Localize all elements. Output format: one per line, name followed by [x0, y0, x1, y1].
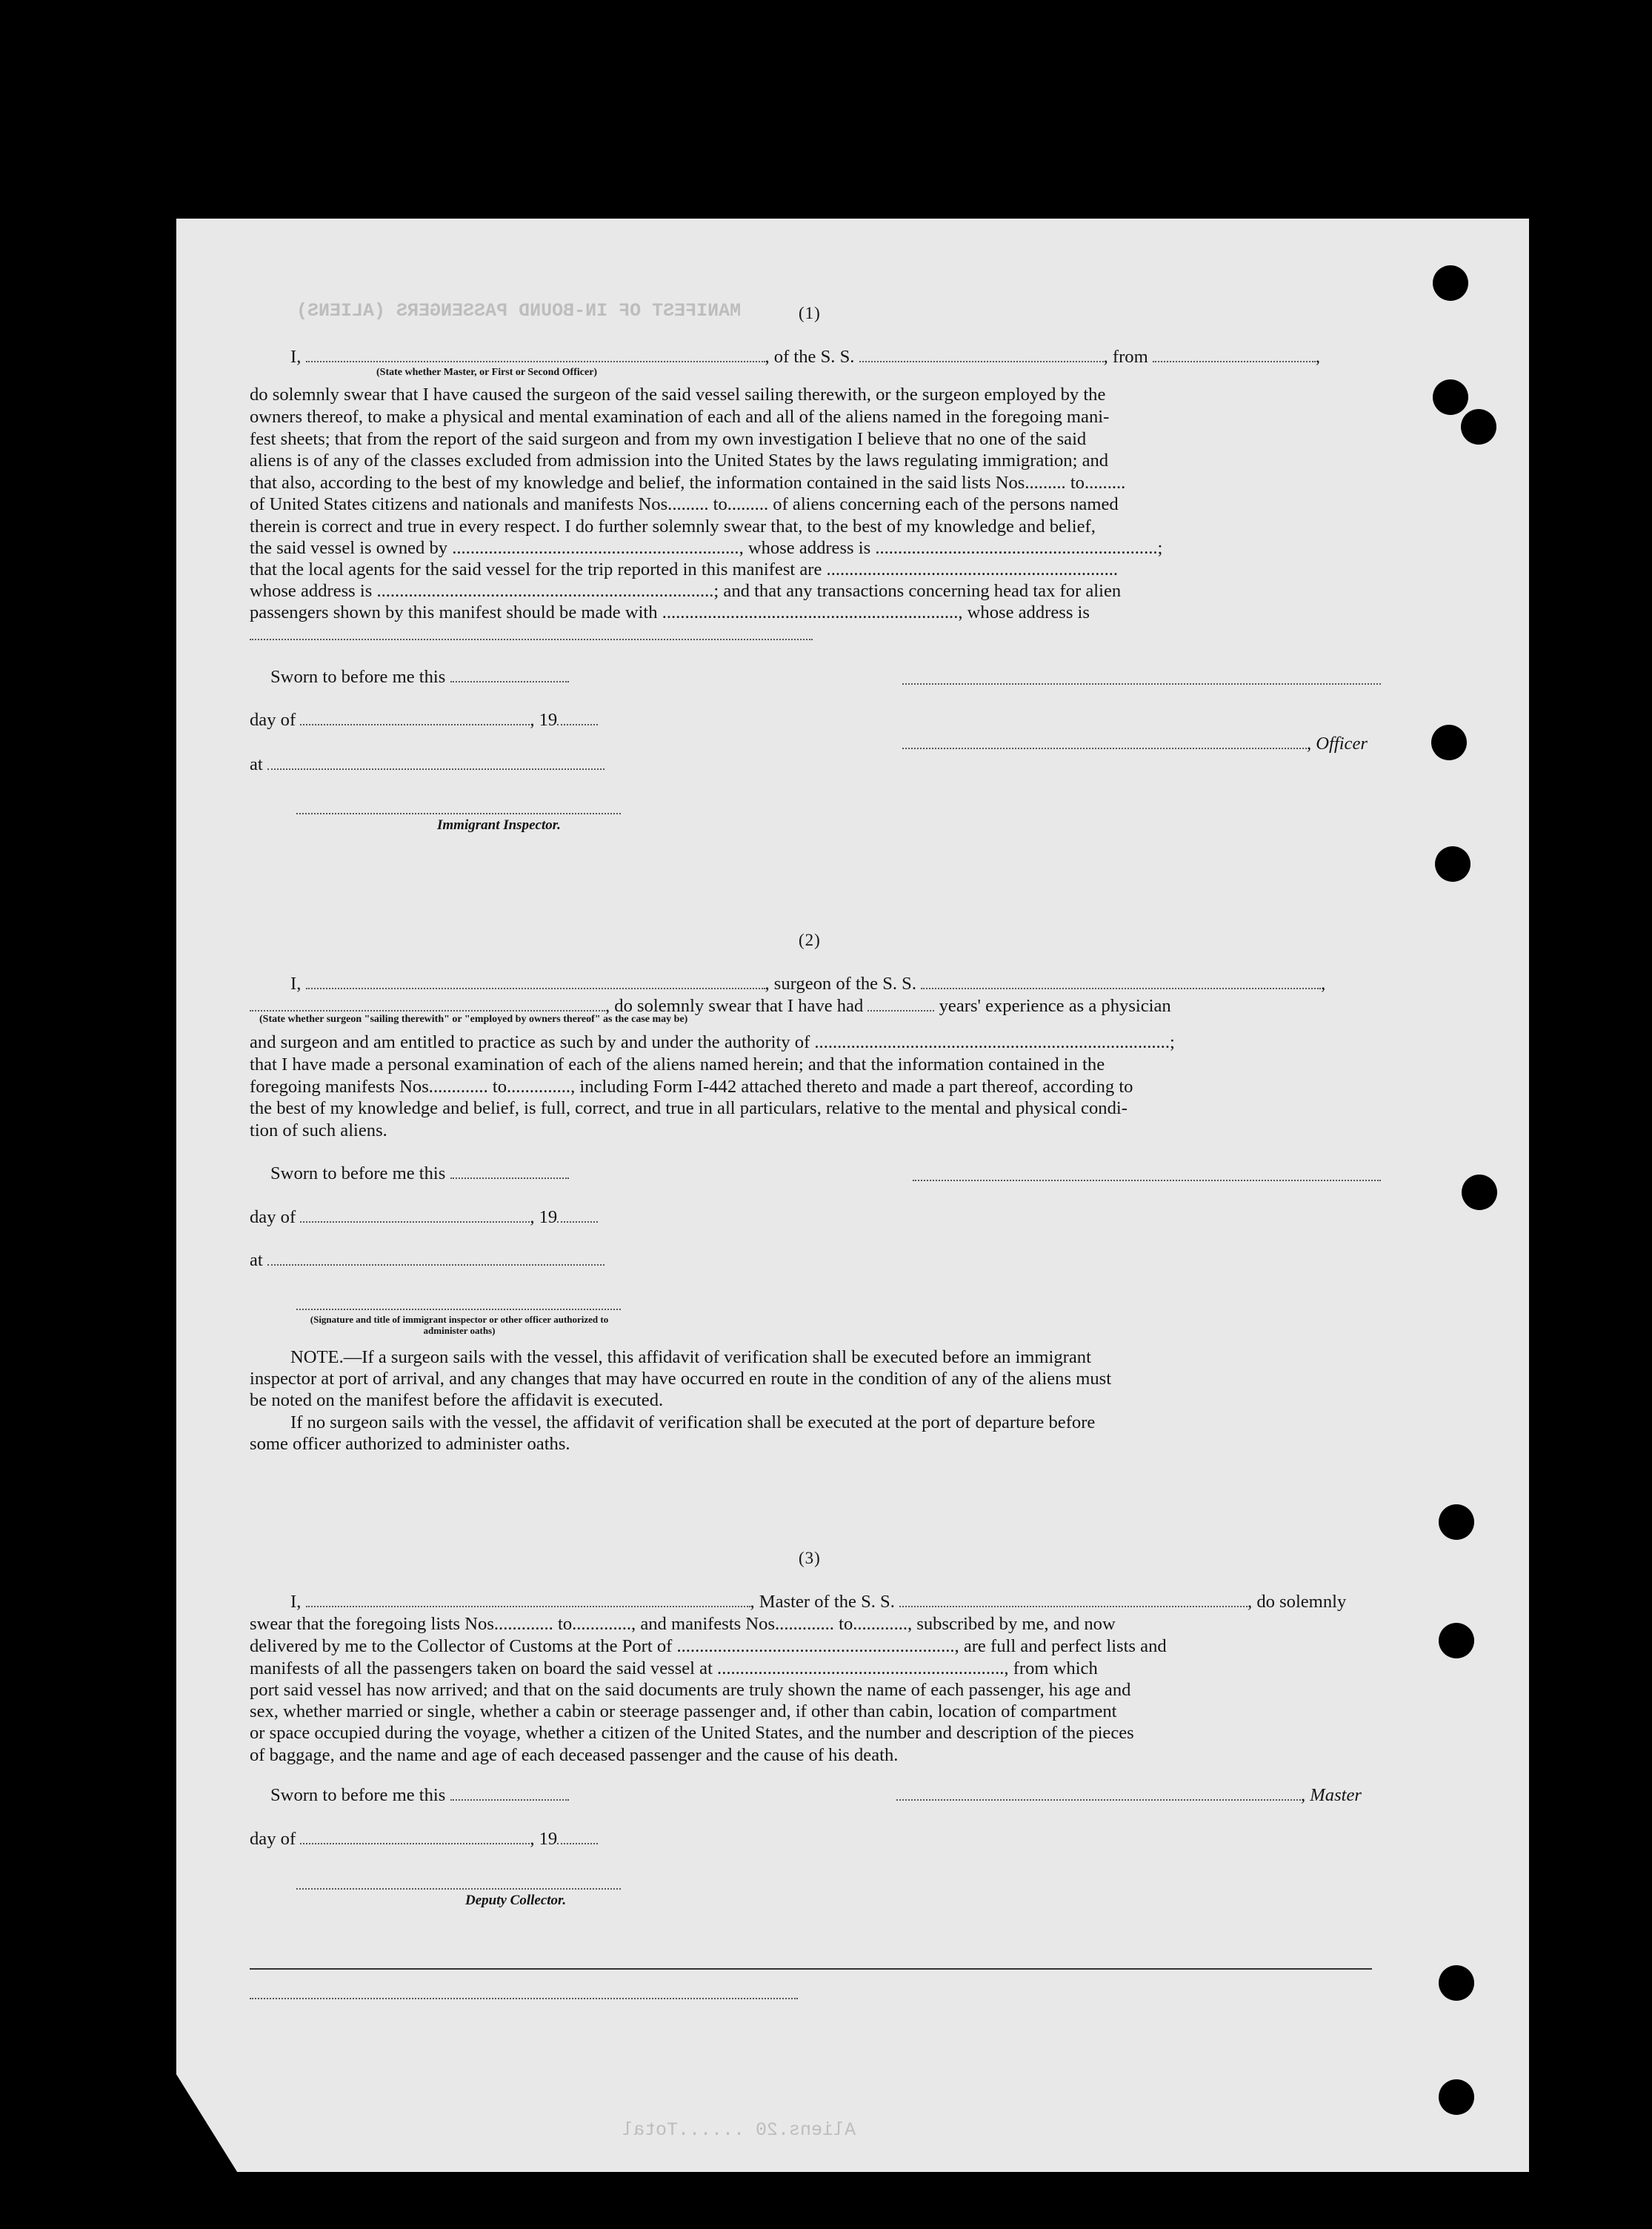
- punch-hole: [1439, 1965, 1474, 2001]
- punch-hole: [1439, 1504, 1474, 1540]
- section-1-rank-note: (State whether Master, or First or Second Officer): [376, 367, 598, 378]
- section-2-day-of: day of , 19: [250, 1206, 598, 1228]
- bottom-rule: [250, 1968, 1372, 1970]
- punch-hole: [1433, 265, 1468, 301]
- section-3-master: , Master: [896, 1784, 1362, 1806]
- punch-hole: [1433, 379, 1468, 415]
- bleed-through-footer: Aliens.20 ......Total: [622, 2119, 856, 2141]
- section-3-first-line: I, , Master of the S. S. , do solemnly: [290, 1592, 1347, 1612]
- section-2-surgeon-signature-line: [913, 1180, 1381, 1181]
- section-1-sworn: Sworn to before me this: [270, 666, 569, 688]
- section-1-first-line: I, , of the S. S. , from ,: [290, 347, 1321, 367]
- punch-hole: [1462, 1175, 1497, 1210]
- punch-hole: [1431, 725, 1467, 760]
- section-1-at: at: [250, 754, 604, 775]
- section-2-first-line: I, , surgeon of the S. S. ,: [290, 974, 1326, 994]
- section-2-surgeon-note: (State whether surgeon "sailing therewith" or "employed by owners thereof" as the case may be): [259, 1014, 688, 1025]
- section-1-address-continuation: [250, 639, 813, 640]
- section-2-number: (2): [799, 931, 821, 949]
- section-3-collector-title: Deputy Collector.: [465, 1893, 567, 1908]
- section-2-second-line: , do solemnly swear that I have had years' experience as a physician: [250, 995, 1171, 1017]
- section-2-at: at: [250, 1249, 604, 1271]
- section-2-signature-note: (Signature and title of immigrant inspector or other officer authorized to administer oaths): [310, 1314, 609, 1336]
- section-2-inspector-signature-line: [296, 1309, 621, 1310]
- punch-hole: [1439, 2079, 1474, 2115]
- section-1-inspector-title: Immigrant Inspector.: [437, 817, 561, 833]
- punch-hole: [1461, 409, 1496, 445]
- section-1-officer: , Officer: [902, 733, 1368, 754]
- section-1-number: (1): [799, 304, 821, 322]
- section-3-day-of: day of , 19: [250, 1828, 598, 1850]
- punch-hole: [1435, 846, 1471, 882]
- section-1-day-of: day of , 19: [250, 709, 598, 731]
- section-3-number: (3): [799, 1549, 821, 1567]
- bottom-dotted-line: [250, 1998, 798, 1999]
- punch-hole: [1439, 1623, 1474, 1658]
- section-2-sworn: Sworn to before me this: [270, 1163, 569, 1184]
- section-1-inspector-signature-line: [296, 813, 621, 814]
- section-3-collector-signature-line: [296, 1888, 621, 1890]
- section-1-officer-signature-line: [902, 683, 1381, 685]
- section-3-sworn: Sworn to before me this: [270, 1784, 569, 1806]
- bleed-through-heading: MANIFEST OF IN-BOUND PASSENGERS (ALIENS): [296, 300, 742, 322]
